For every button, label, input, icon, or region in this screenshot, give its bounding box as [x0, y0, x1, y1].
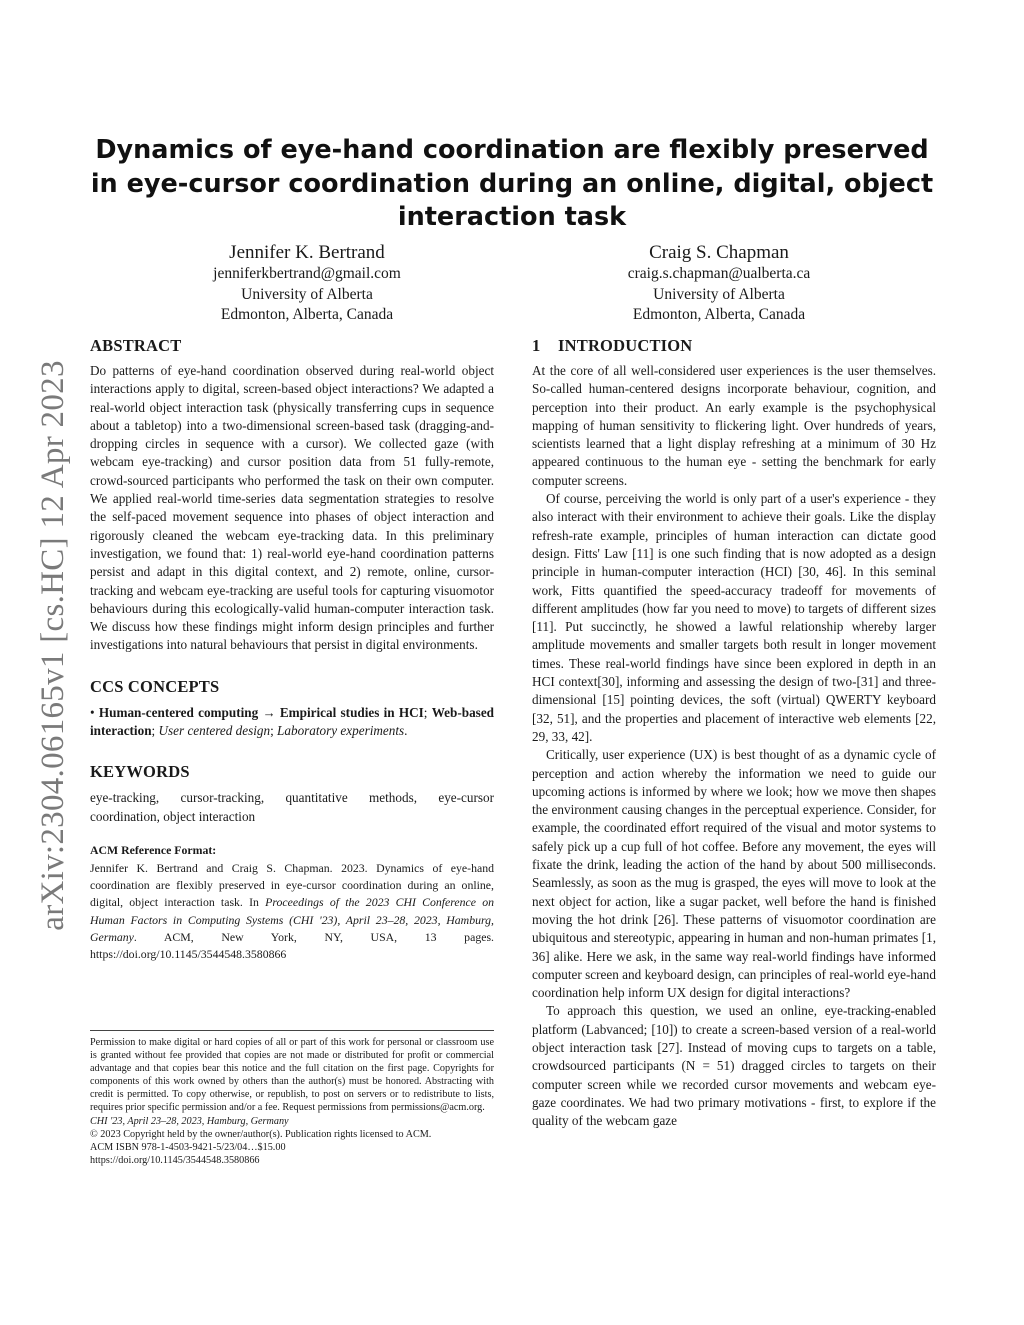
acm-reference-venue: Proceedings of the 2023 CHI Conference on Human Factors in Computing Systems (CHI '23), April 23–28, 2023, Hamburg, Germany [90, 895, 495, 944]
author-affiliation: University of Alberta [241, 285, 373, 303]
copyright-line: © 2023 Copyright held by the owner/author(s). Publication rights licensed to ACM. [90, 1128, 432, 1140]
ccs-bullet: • [90, 704, 95, 720]
acm-reference-heading: ACM Reference Format: [90, 842, 217, 857]
author-affiliation: University of Alberta [653, 285, 785, 303]
isbn-line: ACM ISBN 978-1-4503-9421-5/23/04…$15.00 [90, 1141, 286, 1153]
intro-paragraph: At the core of all well-considered user experiences is the user themselves. So-called human-centered designs incorporate behaviour, cognition, and perception into their product. An early example is the psychophysical mapping of human sensitivity to flickering light. Over hundreds of years, scientists learned that a light display refreshing at a minimum of 30 Hz appeared continuous to the human eye - setting the benchmark for early computer screens. [532, 363, 936, 488]
ccs-concept: Empirical studies in HCI [279, 704, 424, 720]
right-column [532, 336, 936, 1130]
author-block-1 [137, 241, 477, 326]
ccs-separator: ; [270, 723, 274, 739]
ccs-concept: Human-centered computing [98, 704, 259, 720]
author-email: craig.s.chapman@ualberta.ca [627, 265, 811, 282]
abstract-text: Do patterns of eye-hand coordination observed during real-world object interactions apply to digital, screen-based object interactions? We adapted a real-world object interaction task (physically transferring cups in sequence about a tabletop) into a two-dimensional screen-based task (dragging-and-dropping circles in sequence with a cursor). We collected gaze (with webcam eye-tracking) and cursor position data from 51 fully-remote, crowd-sourced participants who performed the task on their own computer. We applied real-world time-series data segmentation strategies to resolve the self-paced movement sequence into phases of object interaction and rigorously cleaned the webcam eye-tracking data. In this preliminary investigation, we found that: 1) real-world eye-hand coordination patterns persist and adapt in this digital context, and 2) remote, online, cursor-tracking and webcam eye-tracking are useful tools for capturing visuomotor behaviours during this ecologically-valid human-computer interaction task. We discuss how these findings might inform design principles and further investigations into natural behaviours that persist in digital environments. [90, 363, 494, 653]
intro-paragraph: Of course, perceiving the world is only part of a user's experience - they also interact with their environment to achieve their goals. Like the display refresh-rate example, principles of human interaction can dictate good design. Fitts' Law [11] is one such finding that is now adopted as a design principle in human-computer interaction (HCI) [30, 46]. In this seminal work, Fitts quantified the speed-accuracy tradeoff for movements of different amplitudes (how far you need to move) to targets of different sizes [11]. Put succinctly, he showed a lawful relationship whereby larger amplitude movements and smaller targets both result in longer movement times. These real-world findings have since been explored in depth in an HCI context[30], informing and assessing the design of two-[31] and three-dimensional [15] pointing devices, the soft (virtual) QWERTY keyboard [32, 51], and the properties and placement of interactive web elements [22, 29, 33, 42]. [532, 491, 936, 744]
author-name: Craig S. Chapman [649, 242, 789, 263]
introduction-heading [532, 336, 936, 356]
abstract-heading: ABSTRACT [90, 336, 182, 355]
permission-text: Permission to make digital or hard copies of all or part of this work for personal or classroom use is granted without fee provided that copies are not made or distributed for profit or commercial advantage and that copies bear this notice and the full citation on the first page. Copyrights for components of this work owned by others than the author(s) must be honored. Abstracting with credit is permitted. To copy otherwise, or republish, to post on servers or to redistribute to lists, requires prior specific permission and/or a fee. Request permissions from permissions@acm.org. [90, 1037, 494, 1114]
author-email: jenniferkbertrand@gmail.com [213, 265, 401, 282]
ccs-separator: ; [151, 723, 156, 739]
ccs-arrow: → [262, 704, 276, 720]
section-number: 1 [532, 336, 541, 355]
conference-line [90, 1115, 494, 1128]
paper-title: Dynamics of eye-hand coordination are flexibly preserved in eye-cursor coordination during an online, digital, object interaction task [90, 135, 934, 232]
intro-paragraph: Critically, user experience (UX) is best thought of as a dynamic cycle of perception and action whereby the information we need to guide our upcoming actions is informed by where we look; how we move then shapes the environment causing changes in the perceptual experience. Consider, for example, the coordinated effort required of the visual and motor systems to safely pick up a cup full of hot coffee. Before any movement, the eyes will fixate the drink, leading the action of the hand by about 500 milliseconds. Seamlessly, as soon as the mug is grasped, the eyes will move to look at the next object for action, like a sugar packet, well before the hand is finished moving the hot drink [26]. These patterns of visuomotor coordination are ubiquitous and stereotypic, appearing in human and non-human primates [1, 36] alike. Here we ask, in the same way real-world findings have informed computer screen and keyboard design, can principles of real-world eye-hand coordination help inform UX design for digital interactions? [532, 747, 936, 1001]
ccs-separator: ; [423, 704, 428, 720]
author-location: Edmonton, Alberta, Canada [632, 306, 806, 323]
copyright-footnote [90, 1030, 494, 1167]
ccs-concept: User centered design [158, 723, 271, 739]
ccs-text [90, 704, 494, 741]
arxiv-id: arXiv:2304.06165v1 [cs.HC] 12 Apr 2023 [34, 359, 71, 931]
author-name: Jennifer K. Bertrand [229, 242, 385, 263]
left-column [90, 336, 494, 963]
acm-reference-text [90, 860, 494, 963]
footnote-rule [90, 1030, 494, 1031]
acm-reference-pre: Jennifer K. Bertrand and Craig S. Chapman. 2023. Dynamics of eye-hand coordination are flexibly preserved in eye-cursor coordination during an online, digital, object interaction task. In [90, 860, 494, 910]
ccs-separator: . [404, 723, 408, 739]
arxiv-stamp [30, 350, 76, 940]
conference-text: CHI '23, April 23–28, 2023, Hamburg, Germany [90, 1115, 289, 1127]
keywords-heading: KEYWORDS [90, 762, 190, 782]
intro-paragraph: To approach this question, we used an online, eye-tracking-enabled platform (Labvanced; [10]) to create a screen-based version of a real-world object interaction task [27]. Instead of moving cups to targets on a table, crowdsourced participants (N = 51) dragged circles to targets on their computer screen while we recorded cursor movements and webcam eye-gaze coordinates. We had two primary motivations - first, to explore if the quality of the webcam gaze [532, 1003, 936, 1129]
author-block-2 [549, 241, 889, 326]
section-title: INTRODUCTION [558, 336, 693, 355]
ccs-concept: Web-based interaction [90, 704, 495, 739]
ccs-heading: CCS CONCEPTS [90, 676, 220, 696]
doi-link[interactable]: https://doi.org/10.1145/3544548.3580866 [90, 1154, 260, 1166]
keywords-text: eye-tracking, cursor-tracking, quantitative methods, eye-cursor coordination, object interaction [90, 790, 494, 824]
author-location: Edmonton, Alberta, Canada [220, 306, 394, 323]
acm-reference-post: . ACM, New York, NY, USA, 13 pages. https://doi.org/10.1145/3544548.3580866 [90, 929, 494, 961]
ccs-concept: Laboratory experiments [277, 723, 405, 739]
